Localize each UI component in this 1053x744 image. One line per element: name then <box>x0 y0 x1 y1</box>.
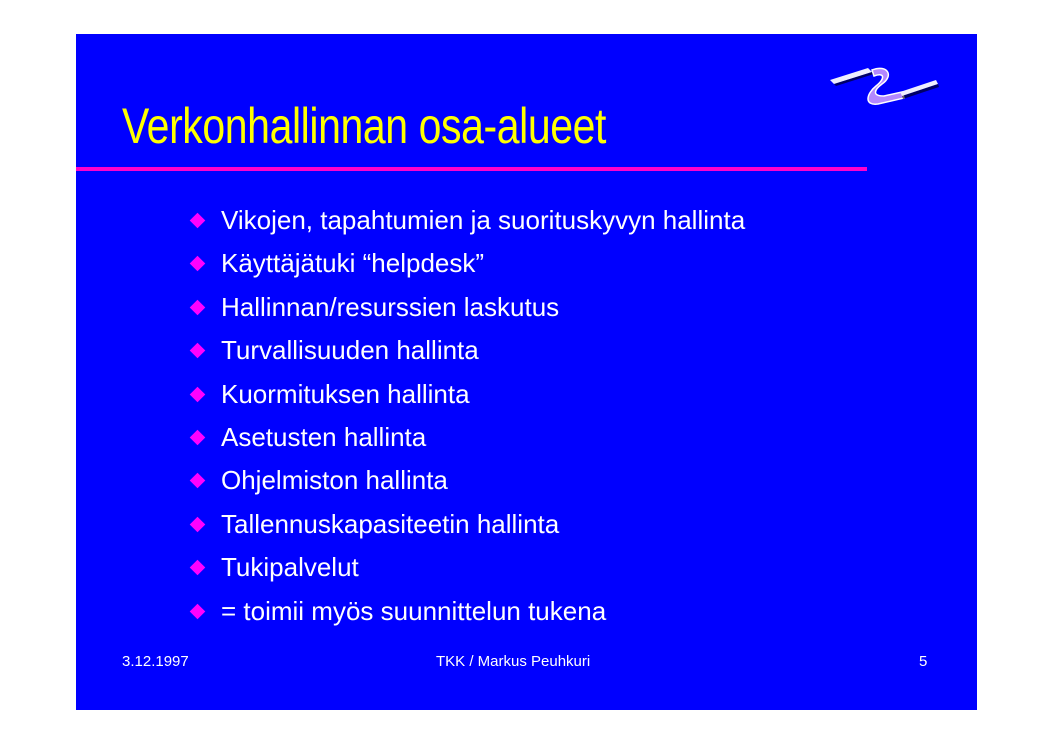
slide-title: Verkonhallinnan osa-alueet <box>122 98 606 154</box>
bullet-text: = toimii myös suunnittelun tukena <box>221 595 607 626</box>
bullet-text: Hallinnan/resurssien laskutus <box>221 291 560 322</box>
bullet-text: Asetusten hallinta <box>221 421 427 452</box>
diamond-bullet-icon <box>190 516 206 532</box>
squiggle-logo-icon <box>828 62 940 106</box>
bullet-text: Tukipalvelut <box>221 552 359 583</box>
slide <box>76 34 977 710</box>
diamond-bullet-icon <box>190 300 206 316</box>
footer-author: TKK / Markus Peuhkuri <box>436 653 591 670</box>
diamond-bullet-icon <box>190 560 206 576</box>
diamond-bullet-icon <box>190 343 206 359</box>
bullet-text: Käyttäjätuki “helpdesk” <box>221 248 485 279</box>
bullet-text: Kuormituksen hallinta <box>221 378 470 409</box>
footer-date: 3.12.1997 <box>122 653 189 670</box>
bullet-text: Turvallisuuden hallinta <box>221 335 479 366</box>
diamond-bullet-icon <box>190 213 206 229</box>
diamond-bullet-icon <box>190 386 206 402</box>
diamond-bullet-icon <box>190 473 206 489</box>
diamond-bullet-icon <box>190 430 206 446</box>
title-divider <box>76 167 867 171</box>
diamond-bullet-icon <box>190 256 206 272</box>
bullet-text: Vikojen, tapahtumien ja suorituskyvyn hallinta <box>221 205 746 235</box>
bullet-text: Ohjelmiston hallinta <box>221 465 448 496</box>
diamond-bullet-icon <box>190 603 206 619</box>
bullet-text: Tallennuskapasiteetin hallinta <box>221 508 560 539</box>
page-number: 5 <box>919 653 928 670</box>
